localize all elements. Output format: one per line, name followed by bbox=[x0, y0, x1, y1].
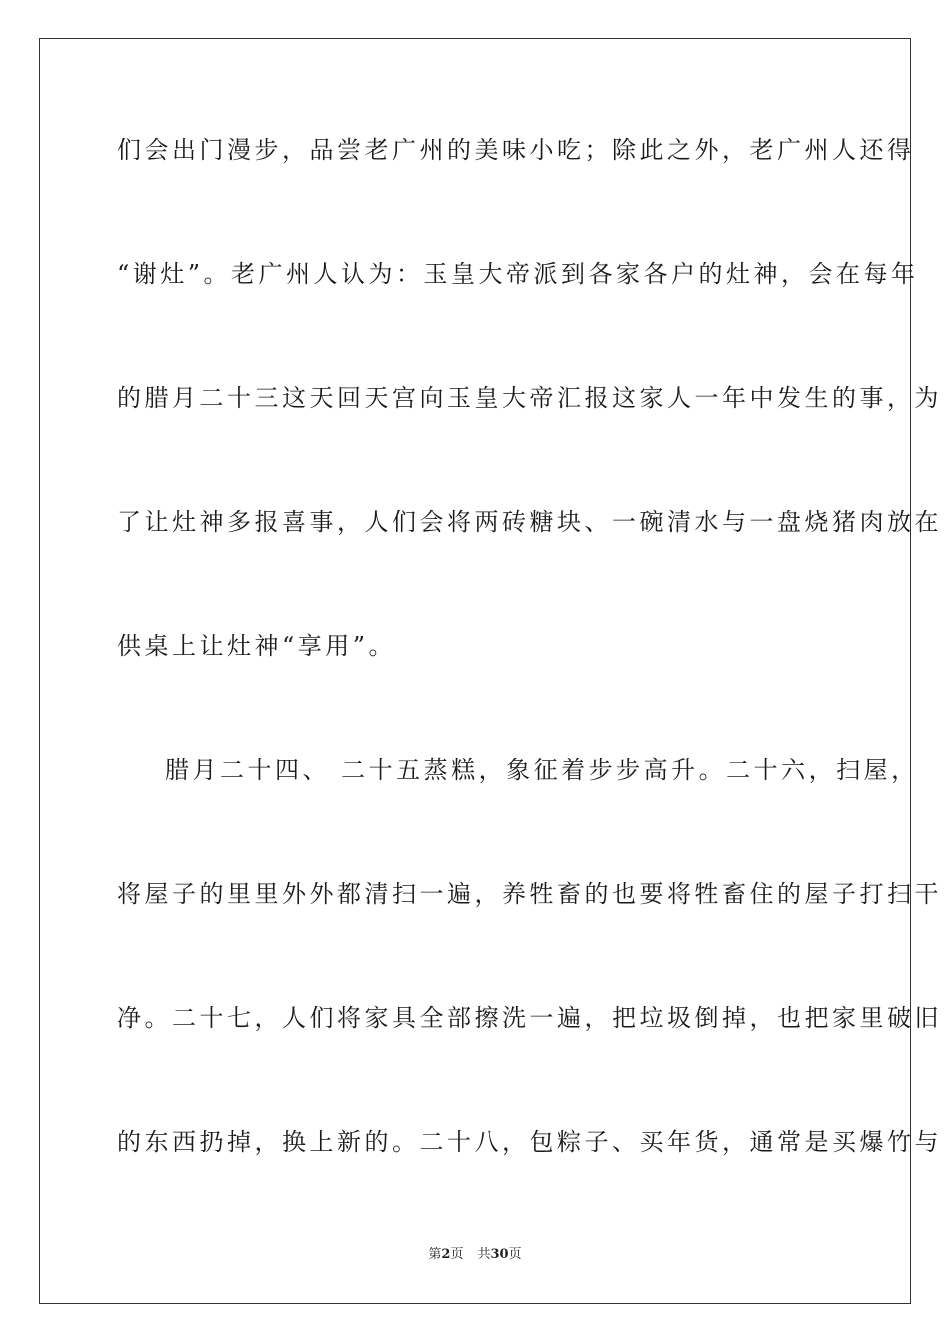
page-number: 2 bbox=[441, 1247, 451, 1262]
page-prefix: 第 bbox=[428, 1247, 442, 1262]
total-pages: 30 bbox=[490, 1247, 509, 1262]
total-suffix: 页 bbox=[508, 1247, 522, 1262]
text-line: 的东西扔掉，换上新的。二十八，包粽子、买年货，通常是买爆竹与 bbox=[117, 1128, 942, 1156]
text-line: 的腊月二十三这天回天宫向玉皇大帝汇报这家人一年中发生的事，为 bbox=[117, 384, 942, 412]
text-line: 供桌上让灶神“享用”。 bbox=[117, 632, 397, 660]
text-line: 了让灶神多报喜事，人们会将两砖糖块、一碗清水与一盘烧猪肉放在 bbox=[117, 508, 942, 536]
page-border bbox=[39, 38, 942, 1304]
paragraph-first-line: 腊月二十四、 二十五蒸糕，象征着步步高升。二十六，扫屋， bbox=[165, 756, 919, 784]
total-prefix: 共 bbox=[477, 1247, 491, 1262]
text-line: 净。二十七，人们将家具全部擦洗一遍，把垃圾倒掉，也把家里破旧 bbox=[117, 1004, 942, 1032]
page-footer bbox=[0, 1246, 950, 1264]
page-suffix: 页 bbox=[450, 1247, 464, 1262]
text-line: 们会出门漫步，品尝老广州的美味小吃；除此之外，老广州人还得 bbox=[117, 136, 915, 164]
text-line: 将屋子的里里外外都清扫一遍，养牲畜的也要将牲畜住的屋子打扫干 bbox=[117, 880, 942, 908]
text-line: “谢灶”。老广州人认为：玉皇大帝派到各家各户的灶神，会在每年 bbox=[117, 260, 919, 288]
